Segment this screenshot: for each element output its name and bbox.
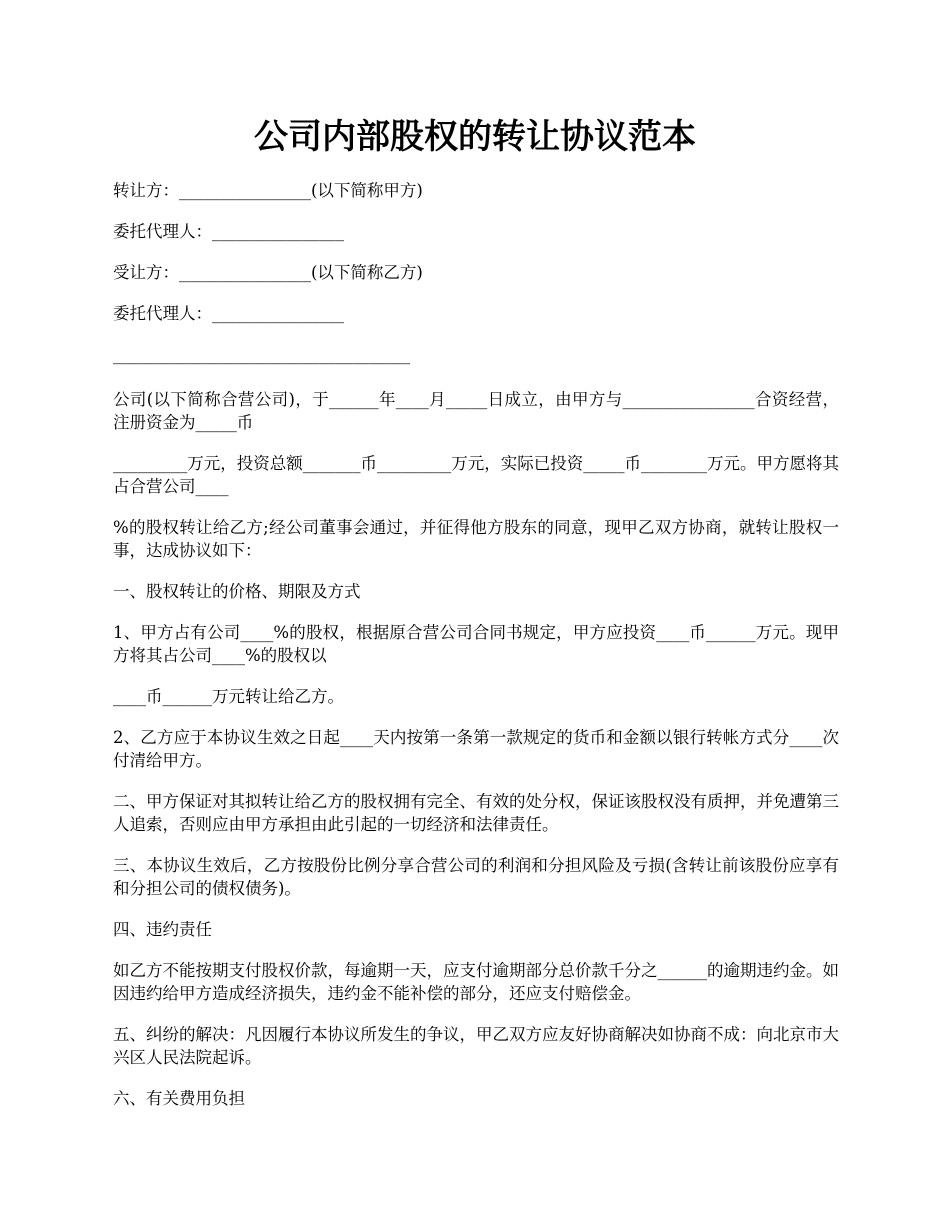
section-heading-fees: 六、有关费用负担 [113, 1089, 245, 1108]
section-3-profit: 三、本协议生效后，乙方按股份比例分享合营公司的利润和分担风险及亏损(含转让前该股份应享有和分担公司的债权债务)。 [113, 856, 839, 898]
paragraph-agreement: %的股权转让给乙方;经公司董事会通过，并征得他方股东的同意，现甲乙双方协商，就转让股权一事，达成协议如下： [113, 518, 839, 560]
section-5-dispute: 五、纠纷的解决：凡因履行本协议所发生的争议，甲乙双方应友好协商解决如协商不成：向北京市大兴区人民法院起诉。 [113, 1025, 839, 1067]
transferor-line: 转让方：________________(以下简称甲方) [113, 181, 423, 200]
section-heading-price: 一、股权转让的价格、期限及方式 [113, 582, 361, 601]
transferor-agent-line: 委托代理人：________________ [113, 222, 344, 241]
clause-1: 1、甲方占有公司____%的股权，根据原合营公司合同书规定，甲方应投资____币______万元。现甲方将其占公司____%的股权以 [113, 623, 839, 665]
transferee-line: 受让方：________________(以下简称乙方) [113, 263, 423, 282]
paragraph-penalty: 如乙方不能按期支付股权价款，每逾期一天，应支付逾期部分总价款千分之______的逾期违约金。如因违约给甲方造成经济损失，违约金不能补偿的部分，还应支付赔偿金。 [113, 961, 839, 1003]
document-title: 公司内部股权的转让协议范本 [254, 117, 696, 157]
transferee-agent-line: 委托代理人：________________ [113, 304, 344, 323]
paragraph-investment: _________万元，投资总额_______币_________万元，实际已投资_____币________万元。甲方愿将其占合营公司____ [113, 454, 839, 496]
section-2-warranty: 二、甲方保证对其拟转让给乙方的股权拥有完全、有效的处分权，保证该股权没有质押，并免遭第三人追索，否则应由甲方承担由此引起的一切经济和法律责任。 [113, 792, 839, 834]
clause-1-continued: ____币______万元转让给乙方。 [113, 687, 344, 706]
section-heading-liability: 四、违约责任 [113, 920, 212, 939]
document-body [113, 179, 839, 1128]
blank-line: ____________________________________ [113, 345, 410, 364]
clause-2: 2、乙方应于本协议生效之日起____天内按第一条第一款规定的货币和金额以银行转帐方式分____次付清给甲方。 [113, 728, 839, 770]
paragraph-company-intro: 公司(以下简称合营公司)，于______年____月_____日成立，由甲方与________________合资经营，注册资金为_____币 [113, 390, 839, 432]
